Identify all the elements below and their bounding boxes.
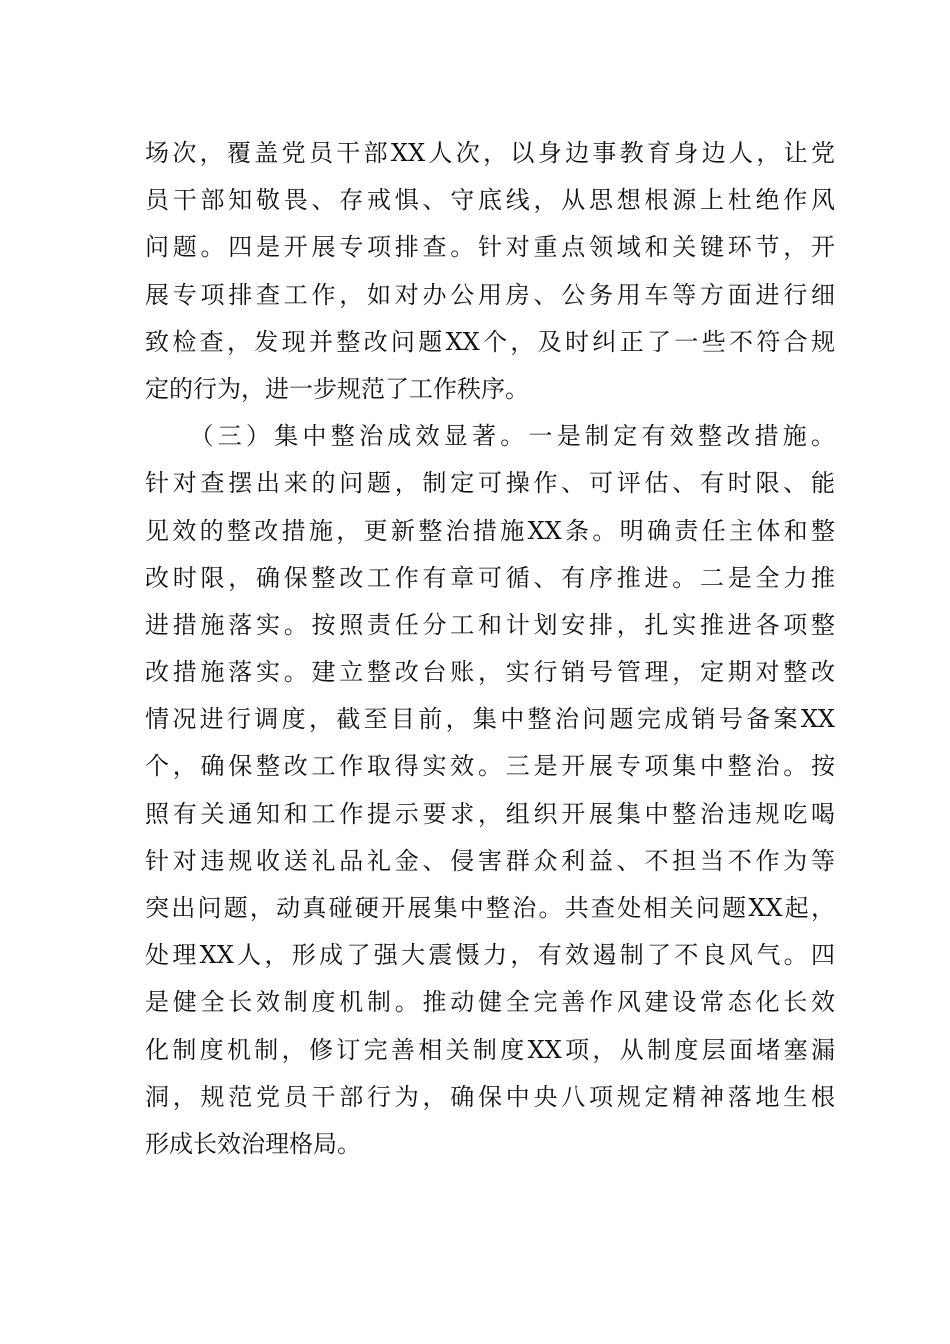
text-line: 化制度机制，修订完善相关制度XX项，从制度层面堵塞漏 — [145, 1035, 835, 1064]
text-line: 场次，覆盖党员干部XX人次，以身边事教育身边人，让党 — [145, 139, 835, 167]
text-line: 改时限，确保整改工作有章可循、有序推进。二是全力推 — [145, 563, 835, 592]
text-line: 问题。四是开展专项排查。针对重点领域和关键环节，开 — [145, 233, 835, 262]
paragraph-end-line: 形成长效治理格局。 — [145, 1129, 361, 1158]
text-line: 员干部知敬畏、存戒惧、守底线，从思想根源上杜绝作风 — [145, 186, 835, 215]
text-line: 情况进行调度，截至目前，集中整治问题完成销号备案XX — [145, 705, 835, 734]
text-line: 洞，规范党员干部行为，确保中央八项规定精神落地生根 — [145, 1082, 835, 1111]
text-line: 针对违规收送礼品礼金、侵害群众利益、不担当不作为等 — [145, 846, 835, 875]
paragraph-end-line: 定的行为，进一步规范了工作秩序。 — [145, 374, 529, 403]
text-line: 展专项排查工作，如对办公用房、公务用车等方面进行细 — [145, 280, 835, 309]
text-line: 突出问题，动真碰硬开展集中整治。共查处相关问题XX起， — [145, 894, 835, 922]
text-line: 致检查，发现并整改问题XX个，及时纠正了一些不符合规 — [145, 327, 835, 356]
text-line: 照有关通知和工作提示要求，组织开展集中整治违规吃喝 — [145, 799, 835, 828]
section-heading-line: （三）集中整治成效显著。一是制定有效整改措施。 — [145, 422, 835, 451]
text-line: 进措施落实。按照责任分工和计划安排，扎实推进各项整 — [145, 610, 835, 639]
body-text — [145, 130, 835, 1168]
text-line: 见效的整改措施，更新整治措施XX条。明确责任主体和整 — [145, 516, 835, 545]
text-line: 个，确保整改工作取得实效。三是开展专项集中整治。按 — [145, 752, 835, 781]
text-line: 针对查摆出来的问题，制定可操作、可评估、有时限、能 — [145, 469, 835, 498]
text-line: 处理XX人，形成了强大震慑力，有效遏制了不良风气。四 — [145, 941, 835, 970]
text-line: 改措施落实。建立整改台账，实行销号管理，定期对整改 — [145, 658, 835, 687]
text-line: 是健全长效制度机制。推动健全完善作风建设常态化长效 — [145, 988, 835, 1017]
